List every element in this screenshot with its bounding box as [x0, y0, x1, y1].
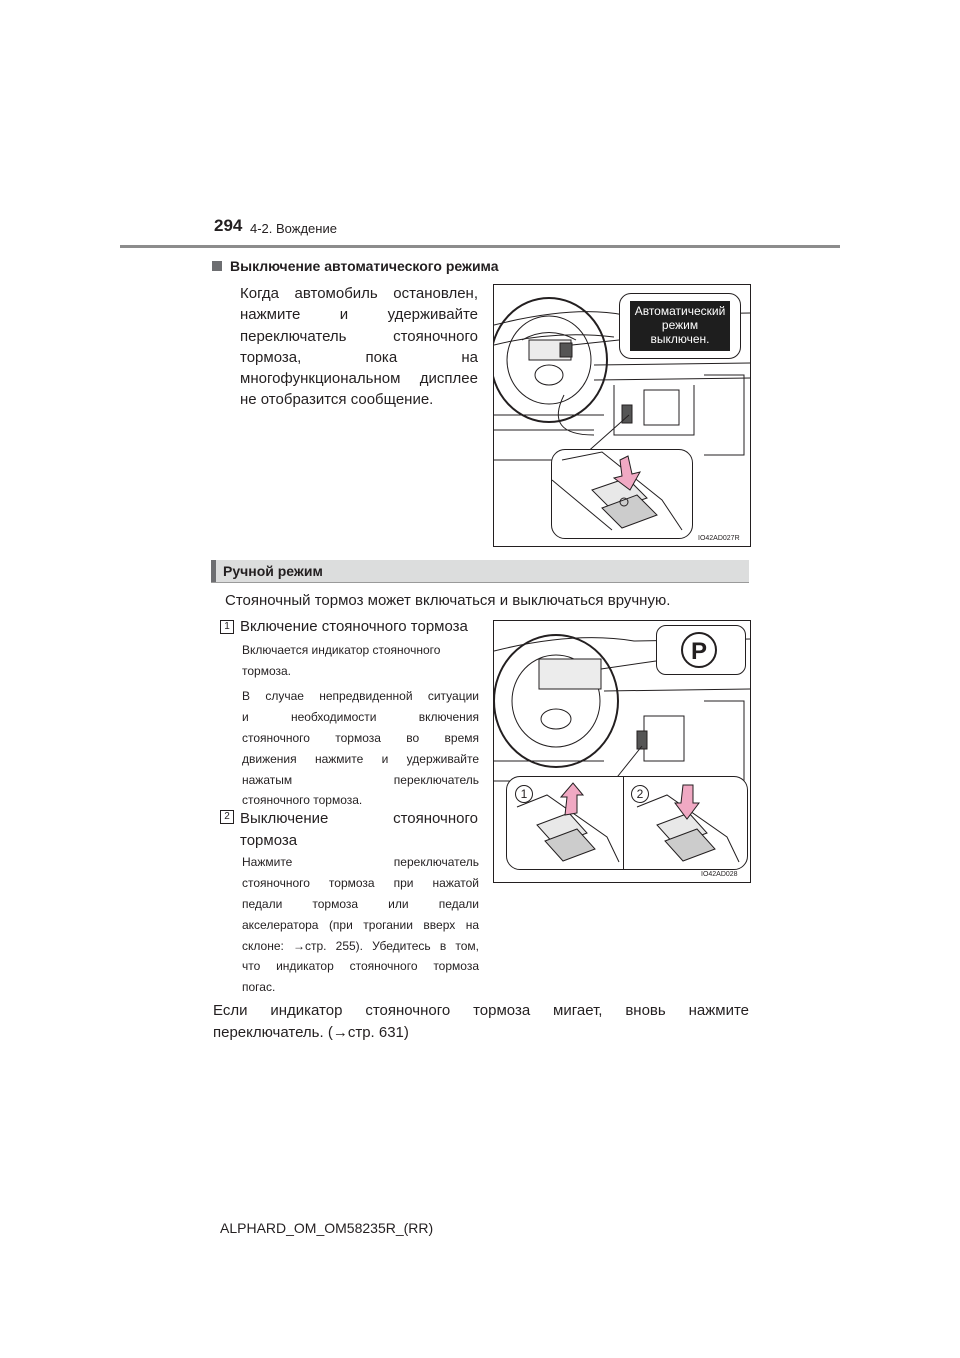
- item2-title: [240, 808, 478, 852]
- text-line: Выключение стояночного: [240, 810, 478, 827]
- text-line: тормоза.: [242, 663, 292, 678]
- text-line: и необходимости включения: [242, 709, 479, 724]
- panel-label-2: 2: [631, 785, 649, 803]
- item2-body: [242, 852, 479, 998]
- display-line: режим: [661, 318, 699, 332]
- display-line: выключен.: [650, 332, 710, 346]
- text-line: нажмите и удерживайте: [240, 306, 478, 324]
- text-line: движения нажмите и удерживайте: [242, 751, 479, 766]
- band-accent: [211, 560, 216, 582]
- text-line: что индикатор стояночного тормоза: [242, 959, 479, 974]
- text-line: Если индикатор стояночного тормоза мигает, вновь нажмите: [213, 1002, 749, 1019]
- auto-off-paragraph: [240, 283, 478, 411]
- text-line: педали тормоза или педали: [242, 896, 479, 911]
- figure-code: IO42AD027R: [698, 535, 740, 542]
- section-title: 4-2. Вождение: [250, 221, 337, 236]
- text-line: Когда автомобиль остановлен,: [240, 285, 478, 302]
- text-line: не отобразится сообщение.: [240, 391, 434, 409]
- item-number-1: 1: [220, 620, 234, 634]
- text-line: Включается индикатор стояночного: [242, 643, 441, 657]
- text-line: переключатель. (→стр. 631): [213, 1024, 409, 1041]
- text-line: погас.: [242, 980, 276, 995]
- switch-callout: [551, 449, 693, 539]
- item1-note: [242, 686, 479, 811]
- pull-up-arrow-icon: [561, 783, 583, 815]
- figure-manual-mode: [493, 620, 751, 883]
- item1-title: Включение стояночного тормоза: [240, 618, 468, 635]
- text-line: многофункциональном дисплее: [240, 370, 478, 388]
- manual-mode-heading: Ручной режим: [223, 563, 323, 579]
- text-line: стояночного тормоза.: [242, 793, 363, 808]
- manual-intro: Стояночный тормоз может включаться и выключаться вручную.: [225, 592, 671, 609]
- display-line: Автоматический: [634, 304, 726, 318]
- switch-callout: [506, 776, 748, 870]
- text-line: стояночного тормоза при нажатой: [242, 875, 479, 890]
- figure-auto-off: [493, 284, 751, 547]
- item1-body: [242, 640, 479, 682]
- text-line: Нажмите переключатель: [242, 855, 479, 869]
- item-number-2: 2: [220, 810, 234, 824]
- panel-label-1: 1: [515, 785, 533, 803]
- figure-code: IO42AD028: [701, 871, 738, 878]
- square-bullet-icon: [212, 261, 222, 271]
- text-line: В случае непредвиденной ситуации: [242, 689, 479, 703]
- text-line: нажатым переключатель: [242, 772, 479, 787]
- press-down-arrow-icon: [675, 785, 699, 819]
- text-line: тормоза: [240, 832, 298, 849]
- page-number: 294: [214, 216, 243, 235]
- final-paragraph: [213, 1000, 749, 1044]
- parking-switch-illustration: [507, 777, 747, 869]
- manual-mode-heading-band: [211, 560, 749, 583]
- text-line: переключатель стояночного: [240, 327, 478, 345]
- auto-off-heading: Выключение автоматического режима: [212, 258, 499, 274]
- footer-code: ALPHARD_OM_OM58235R_(RR): [220, 1220, 434, 1236]
- parking-brake-indicator-icon: P: [681, 632, 717, 668]
- text-line: склоне: →стр. 255). Убедитесь в том,: [242, 938, 479, 953]
- text-line: тормоза, пока на: [240, 348, 478, 366]
- parking-switch-illustration: [552, 450, 692, 538]
- header-rule: [120, 245, 840, 248]
- text-line: стояночного тормоза во время: [242, 730, 479, 745]
- text-line: акселератора (при трогании вверх на: [242, 917, 479, 932]
